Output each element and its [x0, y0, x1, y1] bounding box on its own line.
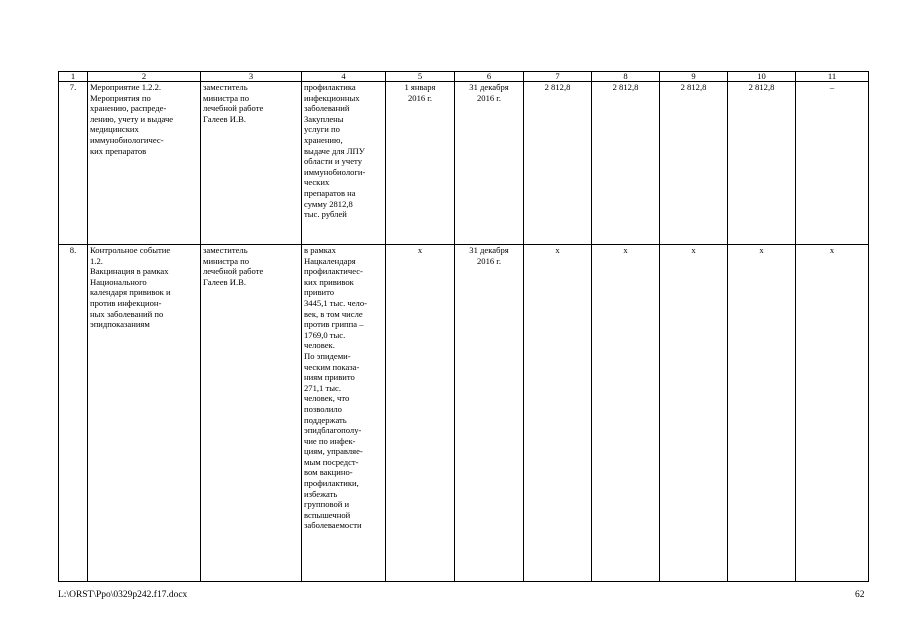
value-cell: – [796, 82, 869, 245]
header-cell: 3 [201, 72, 302, 82]
value-cell: х [796, 245, 869, 582]
header-cell: 11 [796, 72, 869, 82]
responsible-person: заместитель министра по лечебной работе Галеев И.В. [201, 245, 302, 582]
table-row [59, 245, 869, 582]
row-number: 7. [59, 82, 88, 245]
header-cell: 5 [386, 72, 455, 82]
result-description: в рамках Нацкалендаря профилактичес- ких прививок привито 3445,1 тыс. чело- век, в том числе против гриппа – 1769,0 тыс. человек. По эпидеми- ческим показа- ниям привито 271,1 тыс. человек, что позволило поддержать эпидблагополу- чие по инфек- циям, управляе- мым посредст- вом вакцино- профилактики, избежать групповой и вспышечной заболеваемости [302, 245, 386, 582]
start-date: х [386, 245, 455, 582]
activity-name: Контрольное событие 1.2. Вакцинация в рамках Национального календаря прививок и против инфекцион- ных заболеваний по эпидпоказаниям [88, 245, 201, 582]
header-row [59, 72, 869, 82]
header-cell: 2 [88, 72, 201, 82]
value-cell: х [524, 245, 592, 582]
header-cell: 8 [592, 72, 660, 82]
value-cell: х [592, 245, 660, 582]
value-cell: 2 812,8 [592, 82, 660, 245]
header-cell: 6 [455, 72, 524, 82]
activity-name: Мероприятие 1.2.2. Мероприятия по хранению, распреде- лению, учету и выдаче медицинских иммунобиологичес- ких препаратов [88, 82, 201, 245]
value-cell: х [660, 245, 728, 582]
result-description: профилактика инфекционных заболеваний Закуплены услуги по хранению, выдаче для ЛПУ области и учету иммунобиологи- ческих препаратов на сумму 2812,8 тыс. рублей [302, 82, 386, 245]
header-cell: 1 [59, 72, 88, 82]
row-number: 8. [59, 245, 88, 582]
value-cell: 2 812,8 [524, 82, 592, 245]
header-cell: 4 [302, 72, 386, 82]
value-cell: 2 812,8 [660, 82, 728, 245]
end-date: 31 декабря 2016 г. [455, 82, 524, 245]
document-table [58, 71, 869, 582]
page-number: 62 [855, 590, 865, 600]
responsible-person: заместитель министра по лечебной работе Галеев И.В. [201, 82, 302, 245]
table-row [59, 82, 869, 245]
header-cell: 9 [660, 72, 728, 82]
end-date: 31 декабря 2016 г. [455, 245, 524, 582]
header-cell: 10 [728, 72, 796, 82]
start-date: 1 января 2016 г. [386, 82, 455, 245]
header-cell: 7 [524, 72, 592, 82]
footer-file-path: L:\ORST\Ppo\0329p242.f17.docx [58, 590, 188, 600]
value-cell: х [728, 245, 796, 582]
value-cell: 2 812,8 [728, 82, 796, 245]
